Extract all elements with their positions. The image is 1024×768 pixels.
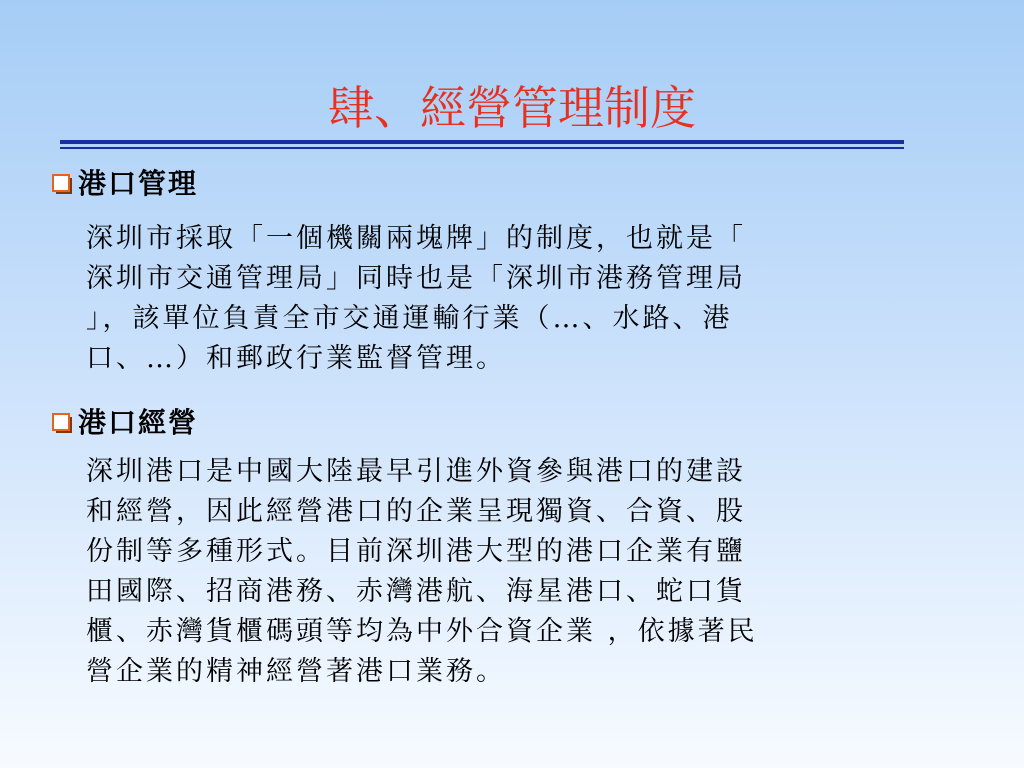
section-paragraph (86, 452, 986, 692)
checkbox-bullet-icon (52, 413, 72, 433)
section-heading: 港口經營 (78, 406, 199, 439)
paragraph-line: 深圳港口是中國大陸最早引進外資參與港口的建設 (86, 456, 746, 487)
paragraph-line: 營企業的精神經營著港口業務。 (86, 656, 506, 687)
paragraph-line: 深圳市交通管理局」同時也是「深圳市港務管理局 (86, 263, 746, 294)
checkbox-bullet-icon (52, 174, 72, 194)
paragraph-line: 份制等多種形式。目前深圳港大型的港口企業有鹽 (86, 536, 746, 567)
title-underline-thick (60, 140, 904, 144)
paragraph-line: 櫃、赤灣貨櫃碼頭等均為中外合資企業 ，依據著民 (86, 616, 758, 647)
slide-title: 肆、經營管理制度 (328, 81, 696, 135)
paragraph-line: 和經營，因此經營港口的企業呈現獨資、合資、股 (86, 496, 746, 527)
section-heading-row (52, 403, 198, 443)
section-heading-row (52, 164, 198, 204)
paragraph-line: 口、…）和郵政行業監督管理。 (86, 343, 506, 374)
title-underline-thin (60, 147, 904, 149)
paragraph-line: 田國際、招商港務、赤灣港航、海星港口、蛇口貨 (86, 576, 746, 607)
paragraph-line: 」，該單位負責全市交通運輸行業（…、水路、港 (86, 303, 733, 334)
section-paragraph (86, 219, 986, 379)
section-heading: 港口管理 (78, 167, 199, 200)
paragraph-line: 深圳市採取「一個機關兩塊牌」的制度，也就是「 (86, 223, 746, 254)
